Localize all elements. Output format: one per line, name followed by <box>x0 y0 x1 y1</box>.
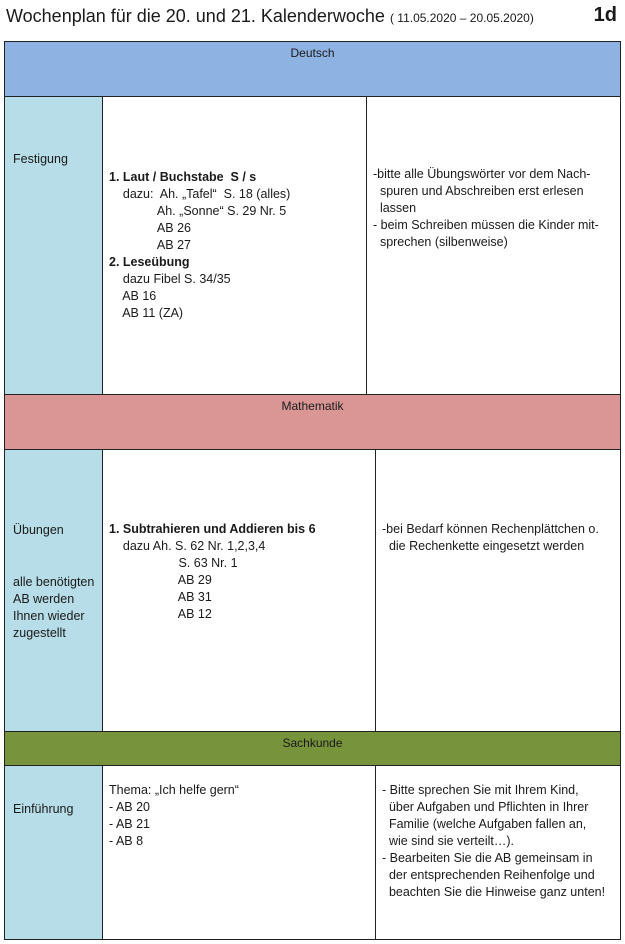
notes-cell-mathematik <box>375 449 621 732</box>
note-line: beachten Sie die Hinweise ganz unten! <box>382 885 606 899</box>
note-line: der entsprechenden Reihenfolge und <box>382 868 595 882</box>
task-line: - AB 20 <box>109 800 150 814</box>
task-line: 1. Laut / Buchstabe S / s <box>109 170 257 184</box>
tasks-cell-mathematik <box>102 449 376 732</box>
subject-label: Mathematik <box>281 399 344 413</box>
category-cell-sachkunde <box>4 765 103 940</box>
tasks-cell-sachkunde <box>102 765 376 940</box>
category-cell-deutsch <box>4 96 103 395</box>
note-line: - Bearbeiten Sie die AB gemeinsam in <box>382 851 593 865</box>
note-line: -bei Bedarf können Rechenplättchen o. <box>382 522 599 536</box>
task-line: AB 11 (ZA) <box>109 306 184 320</box>
task-line: dazu: Ah. „Tafel“ S. 18 (alles) <box>109 187 291 201</box>
task-line: Ah. „Sonne“ S. 29 Nr. 5 <box>109 204 287 218</box>
note-line: - Bitte sprechen Sie mit Ihrem Kind, <box>382 783 579 797</box>
note-line: -bitte alle Übungswörter vor dem Nach- <box>373 167 591 181</box>
task-line: - AB 8 <box>109 834 144 848</box>
notes-cell-sachkunde <box>375 765 621 940</box>
note-line: - beim Schreiben müssen die Kinder mit- <box>373 218 599 232</box>
note-line: spuren und Abschreiben erst erlesen <box>373 184 584 198</box>
category-label: Festigung <box>13 152 68 166</box>
page-title <box>6 6 534 27</box>
task-line: S. 63 Nr. 1 <box>109 556 238 570</box>
task-line: AB 27 <box>109 238 191 252</box>
task-line: dazu Fibel S. 34/35 <box>109 272 231 286</box>
tasks-cell-deutsch <box>102 96 367 395</box>
subject-header-mathematik <box>4 394 621 450</box>
category-label: Übungen <box>13 523 64 537</box>
note-line: die Rechenkette eingesetzt werden <box>382 539 585 553</box>
notes-cell-deutsch <box>366 96 621 395</box>
note-line: Familie (welche Aufgaben fallen an, <box>382 817 587 831</box>
note-line: über Aufgaben und Pflichten in Ihrer <box>382 800 589 814</box>
category-label: Einführung <box>13 802 74 816</box>
document-header <box>0 0 625 38</box>
task-line: AB 12 <box>109 607 212 621</box>
task-line: AB 29 <box>109 573 212 587</box>
category-cell-mathematik <box>4 449 103 732</box>
note-line: lassen <box>373 201 417 215</box>
note-line: wie sind sie verteilt…). <box>382 834 514 848</box>
class-label: 1d <box>593 4 617 26</box>
date-range: ( 11.05.2020 – 20.05.2020) <box>389 11 534 25</box>
task-line: Thema: „Ich helfe gern“ <box>109 783 239 797</box>
task-line: dazu Ah. S. 62 Nr. 1,2,3,4 <box>109 539 266 553</box>
category-note: alle benötigten AB werden Ihnen wieder zugestellt <box>13 575 95 640</box>
task-line: 1. Subtrahieren und Addieren bis 6 <box>109 522 316 536</box>
subject-label: Deutsch <box>290 46 335 60</box>
task-line: 2. Leseübung <box>109 255 190 269</box>
subject-label: Sachkunde <box>282 736 343 750</box>
task-line: AB 26 <box>109 221 191 235</box>
subject-header-deutsch <box>4 41 621 97</box>
title-text: Wochenplan für die 20. und 21. Kalenderwoche <box>6 6 385 26</box>
task-line: - AB 21 <box>109 817 150 831</box>
task-line: AB 16 <box>109 289 157 303</box>
subject-header-sachkunde <box>4 731 621 766</box>
task-line: AB 31 <box>109 590 212 604</box>
note-line: sprechen (silbenweise) <box>373 235 508 249</box>
